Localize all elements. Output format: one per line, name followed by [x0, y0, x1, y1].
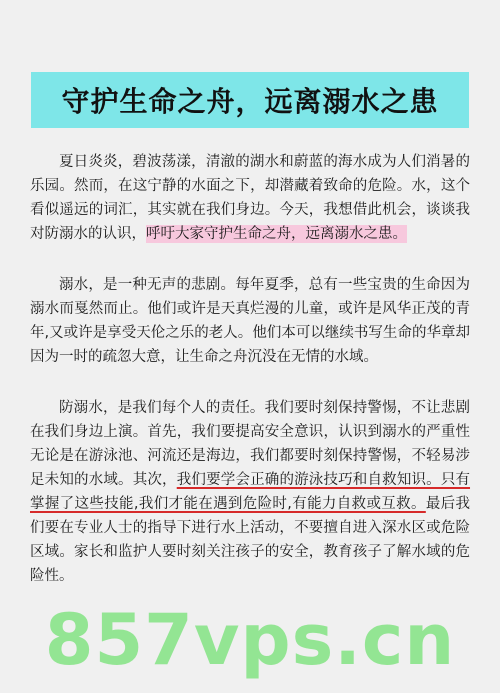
paragraph-intro-text: 夏日炎炎，碧波荡漾，清澈的湖水和蔚蓝的海水成为人们消暑的乐园。然而，在这宁静的水面之下，却潜藏着致命的危险。水，这个看似遥远的词汇，其实就在我们身边。今天，我想借此机会，谈谈我对防溺水的认识， [30, 154, 470, 242]
paragraph-intro [30, 150, 470, 246]
paragraph-drowning-tragedy [30, 273, 470, 369]
site-watermark: 857vps.cn [44, 599, 456, 681]
paragraph-drowning-tragedy-text: 溺水，是一种无声的悲剧。每年夏季，总有一些宝贵的生命因为溺水而戛然而止。他们或许是天真烂漫的儿童，或许是风华正茂的青年,又或许是享受天伦之乐的老人。他们本可以继续书写生命的华章却因为一时的疏忽大意，让生命之舟沉没在无情的水域。 [30, 277, 470, 365]
page-title: 守护生命之舟，远离溺水之患 [61, 85, 439, 118]
title-banner [31, 72, 469, 128]
article-body [30, 150, 470, 588]
underlined-swimming-skills: 我们要学会正确的游泳技巧和自救知识。只有掌握了这些技能,我们才能在遇到危险时,有能力自救或互救。 [30, 472, 471, 512]
paragraph-responsibility-intro: 防溺水，是我们每个人的责任。我们要时刻保持警惕，不让悲剧在我们身边上演。首先，我们要提高安全意识，认识到溺水的严重性无论是在游泳池、河流还是海边，我们都要时刻保持警惕，不轻易涉足未知的水域。其次， [30, 400, 470, 488]
paragraph-responsibility [30, 396, 470, 588]
highlighted-call-to-action: 呼吁大家守护生命之舟，远离溺水之患。 [146, 226, 407, 242]
paragraph-responsibility-closing: 最后我们要在专业人士的指导下进行水上活动，不要擅自进入深水区或危险区域。家长和监护人要时刻关注孩子的安全，教育孩子了解水域的危险性。 [30, 496, 470, 584]
